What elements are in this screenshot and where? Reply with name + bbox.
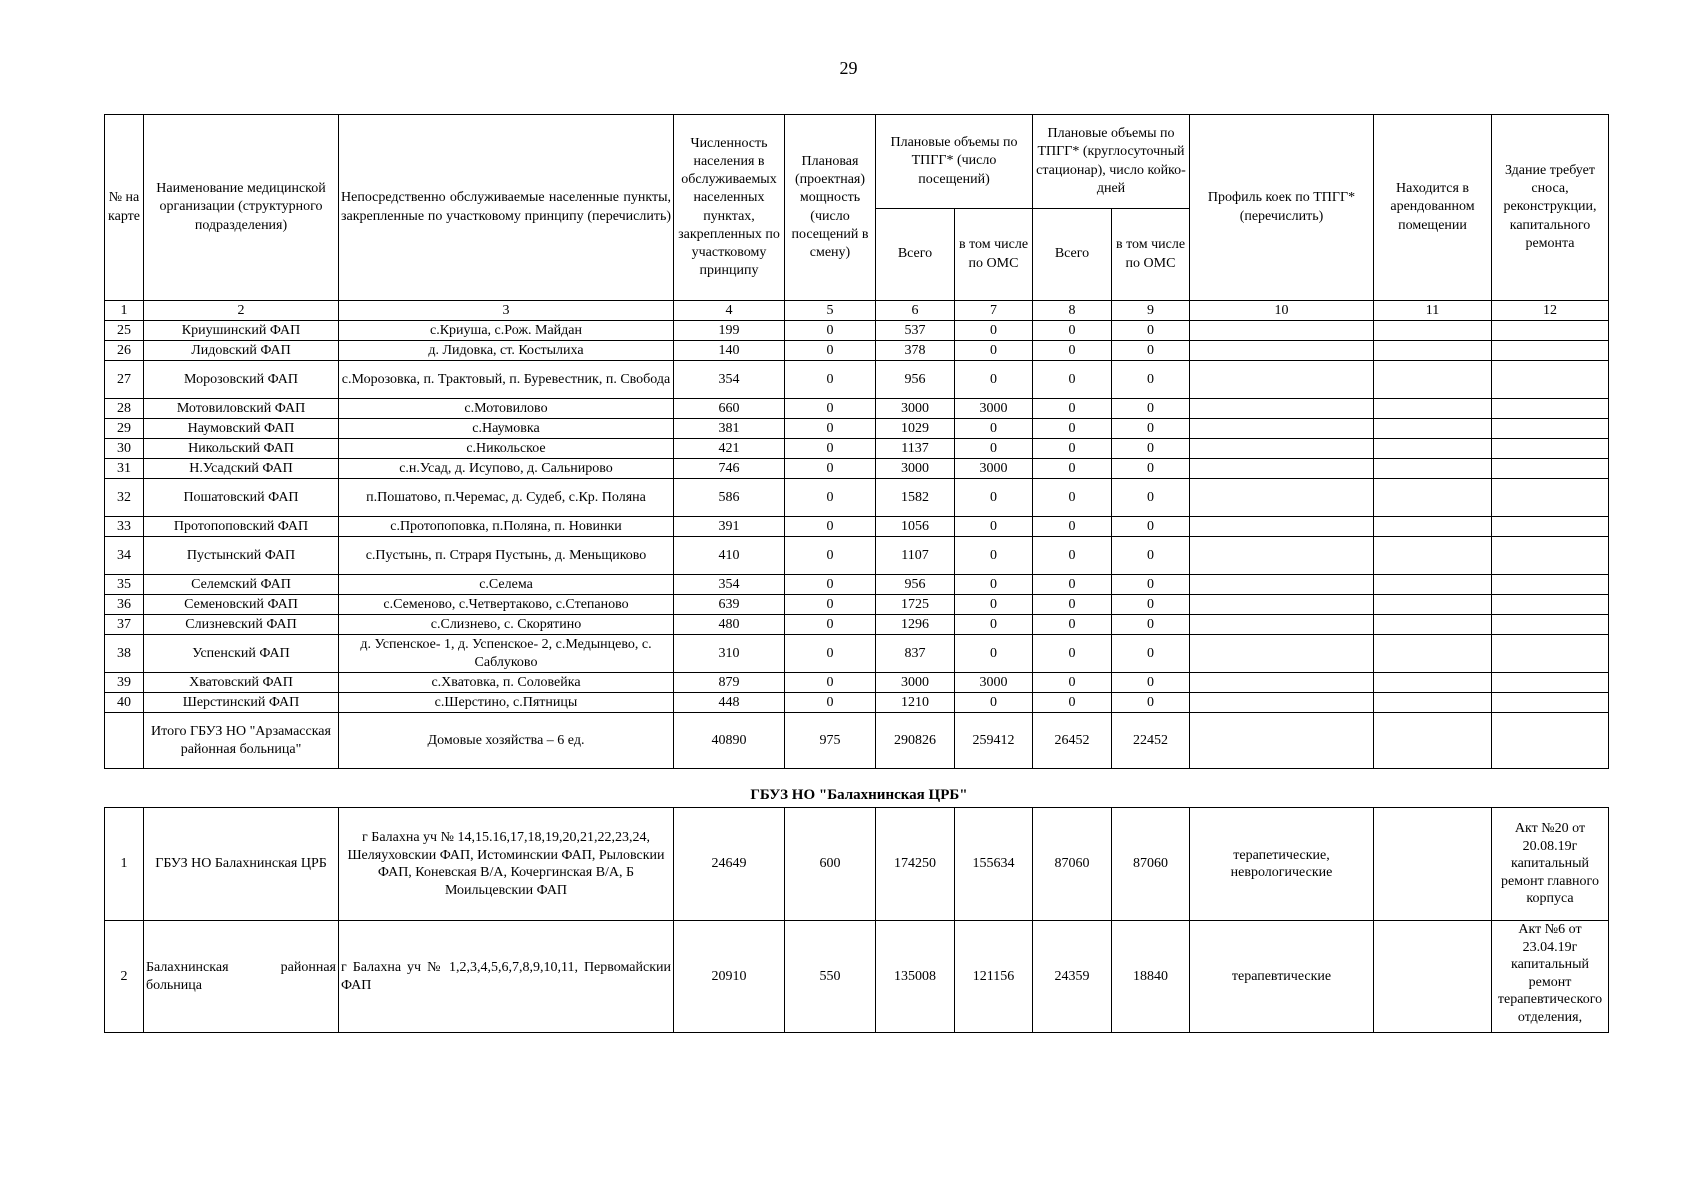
- row-inpatient: 0: [1033, 673, 1112, 693]
- row-rented: [1374, 419, 1492, 439]
- row-name: Хватовский ФАП: [144, 673, 339, 693]
- row-capacity: 0: [785, 635, 876, 673]
- row-visits: 1582: [876, 479, 955, 517]
- row-inpatient: 24359: [1033, 921, 1112, 1033]
- row-places: с.Шерстино, с.Пятницы: [339, 693, 674, 713]
- row-name: Н.Усадский ФАП: [144, 459, 339, 479]
- row-inpatient-oms: 0: [1112, 321, 1190, 341]
- row-visits-oms: 0: [955, 517, 1033, 537]
- header-population: Численность населения в обслуживаемых населенных пунктах, закрепленных по участковому принципу: [674, 115, 785, 301]
- row-visits: 956: [876, 575, 955, 595]
- row-population: 586: [674, 479, 785, 517]
- column-number-row: [105, 301, 1609, 321]
- row-inpatient-oms: 0: [1112, 673, 1190, 693]
- row-inpatient: 0: [1033, 399, 1112, 419]
- row-beds: [1190, 537, 1374, 575]
- balakhna-row: [105, 921, 1609, 1033]
- row-inpatient: 87060: [1033, 808, 1112, 921]
- row-beds: [1190, 635, 1374, 673]
- row-visits: 1107: [876, 537, 955, 575]
- row-rented: [1374, 673, 1492, 693]
- row-population: 421: [674, 439, 785, 459]
- row-places: с.н.Усад, д. Исупово, д. Сальнирово: [339, 459, 674, 479]
- row-name: Селемский ФАП: [144, 575, 339, 595]
- row-visits-oms: 0: [955, 635, 1033, 673]
- row-rented: [1374, 439, 1492, 459]
- row-inpatient: 0: [1033, 693, 1112, 713]
- total-row: [105, 713, 1609, 769]
- row-population: 391: [674, 517, 785, 537]
- row-visits-oms: 3000: [955, 673, 1033, 693]
- row-name: Протопоповский ФАП: [144, 517, 339, 537]
- row-capacity: 0: [785, 517, 876, 537]
- row-beds: терапевтические: [1190, 921, 1374, 1033]
- row-population: 310: [674, 635, 785, 673]
- row-population: 879: [674, 673, 785, 693]
- row-rented: [1374, 808, 1492, 921]
- row-repair: [1492, 419, 1609, 439]
- table-row: [105, 615, 1609, 635]
- row-visits-oms: 0: [955, 439, 1033, 459]
- table-row: [105, 439, 1609, 459]
- row-beds: [1190, 615, 1374, 635]
- row-num: 33: [105, 517, 144, 537]
- row-repair: [1492, 459, 1609, 479]
- row-inpatient: 0: [1033, 615, 1112, 635]
- row-visits-oms: 0: [955, 537, 1033, 575]
- row-population: 381: [674, 419, 785, 439]
- row-rented: [1374, 537, 1492, 575]
- row-repair: [1492, 341, 1609, 361]
- row-inpatient: 0: [1033, 419, 1112, 439]
- table-row: [105, 479, 1609, 517]
- row-inpatient: 0: [1033, 635, 1112, 673]
- row-inpatient: 0: [1033, 537, 1112, 575]
- row-population: 354: [674, 575, 785, 595]
- column-number: 4: [674, 301, 785, 321]
- row-places: с.Семеново, с.Четвертаково, с.Степаново: [339, 595, 674, 615]
- row-population: 448: [674, 693, 785, 713]
- balakhna-row: [105, 808, 1609, 921]
- row-visits-oms: 0: [955, 479, 1033, 517]
- row-inpatient-oms: 0: [1112, 419, 1190, 439]
- balakhna-table: [104, 807, 1609, 1033]
- row-name: Шерстинский ФАП: [144, 693, 339, 713]
- row-beds: [1190, 321, 1374, 341]
- row-name: Никольский ФАП: [144, 439, 339, 459]
- row-repair: [1492, 673, 1609, 693]
- row-population: 24649: [674, 808, 785, 921]
- total-rented: [1374, 713, 1492, 769]
- row-num: 25: [105, 321, 144, 341]
- total-name: Итого ГБУЗ НО "Арзамасская районная больница": [144, 713, 339, 769]
- row-visits-oms: 155634: [955, 808, 1033, 921]
- row-places: с.Пустынь, п. Страря Пустынь, д. Меньщиково: [339, 537, 674, 575]
- row-beds: [1190, 439, 1374, 459]
- row-beds: терапетические, неврологические: [1190, 808, 1374, 921]
- row-inpatient-oms: 87060: [1112, 808, 1190, 921]
- row-capacity: 0: [785, 321, 876, 341]
- total-visits-oms: 259412: [955, 713, 1033, 769]
- row-population: 20910: [674, 921, 785, 1033]
- row-capacity: 0: [785, 479, 876, 517]
- row-places: с.Морозовка, п. Трактовый, п. Буревестник, п. Свобода: [339, 361, 674, 399]
- row-visits: 378: [876, 341, 955, 361]
- table-row: [105, 321, 1609, 341]
- total-inpatient: 26452: [1033, 713, 1112, 769]
- row-num: 38: [105, 635, 144, 673]
- row-name: Пустынский ФАП: [144, 537, 339, 575]
- row-num: 2: [105, 921, 144, 1033]
- row-places: г Балахна уч № 14,15.16,17,18,19,20,21,22,23,24, Шеляуховскии ФАП, Истоминскии ФАП, Рыловскии ФАП, Коневская В/А, Кочергинская В/А, Б Моильцевскии ФАП: [339, 808, 674, 921]
- row-num: 30: [105, 439, 144, 459]
- row-visits: 1210: [876, 693, 955, 713]
- table-row: [105, 537, 1609, 575]
- row-places: с.Протопоповка, п.Поляна, п. Новинки: [339, 517, 674, 537]
- row-num: 28: [105, 399, 144, 419]
- row-visits-oms: 0: [955, 595, 1033, 615]
- row-inpatient-oms: 0: [1112, 517, 1190, 537]
- row-population: 410: [674, 537, 785, 575]
- row-inpatient-oms: 0: [1112, 439, 1190, 459]
- row-capacity: 550: [785, 921, 876, 1033]
- column-number: 7: [955, 301, 1033, 321]
- row-repair: [1492, 595, 1609, 615]
- row-repair: [1492, 693, 1609, 713]
- row-capacity: 0: [785, 341, 876, 361]
- row-inpatient: 0: [1033, 575, 1112, 595]
- header-repair: Здание требует сноса, реконструкции, капитального ремонта: [1492, 115, 1609, 301]
- row-beds: [1190, 361, 1374, 399]
- row-rented: [1374, 575, 1492, 595]
- row-population: 480: [674, 615, 785, 635]
- total-visits: 290826: [876, 713, 955, 769]
- column-number: 3: [339, 301, 674, 321]
- table-row: [105, 693, 1609, 713]
- total-num: [105, 713, 144, 769]
- row-rented: [1374, 479, 1492, 517]
- row-capacity: 0: [785, 459, 876, 479]
- row-places: с.Мотовилово: [339, 399, 674, 419]
- row-capacity: 0: [785, 693, 876, 713]
- total-beds: [1190, 713, 1374, 769]
- column-number: 10: [1190, 301, 1374, 321]
- table-row: [105, 635, 1609, 673]
- row-rented: [1374, 517, 1492, 537]
- row-capacity: 0: [785, 673, 876, 693]
- row-beds: [1190, 575, 1374, 595]
- header-capacity: Плановая (проектная) мощность (число посещений в смену): [785, 115, 876, 301]
- header-inpatient-total: Всего: [1033, 209, 1112, 301]
- row-name: ГБУЗ НО Балахнинская ЦРБ: [144, 808, 339, 921]
- row-beds: [1190, 479, 1374, 517]
- row-beds: [1190, 419, 1374, 439]
- row-places: с.Слизнево, с. Скорятино: [339, 615, 674, 635]
- row-repair: [1492, 635, 1609, 673]
- row-capacity: 0: [785, 595, 876, 615]
- row-population: 660: [674, 399, 785, 419]
- row-inpatient: 0: [1033, 439, 1112, 459]
- row-visits-oms: 0: [955, 615, 1033, 635]
- row-capacity: 0: [785, 575, 876, 595]
- row-capacity: 0: [785, 399, 876, 419]
- row-inpatient: 0: [1033, 517, 1112, 537]
- row-repair: [1492, 575, 1609, 595]
- row-repair: Акт №6 от 23.04.19г капитальный ремонт терапевтического отделения,: [1492, 921, 1609, 1033]
- row-beds: [1190, 399, 1374, 419]
- row-beds: [1190, 673, 1374, 693]
- row-inpatient: 0: [1033, 321, 1112, 341]
- row-name: Слизневский ФАП: [144, 615, 339, 635]
- header-num: № на карте: [105, 115, 144, 301]
- column-number: 2: [144, 301, 339, 321]
- row-beds: [1190, 693, 1374, 713]
- row-beds: [1190, 459, 1374, 479]
- header-name: Наименование медицинской организации (структурного подразделения): [144, 115, 339, 301]
- total-places: Домовые хозяйства – 6 ед.: [339, 713, 674, 769]
- row-repair: [1492, 615, 1609, 635]
- total-population: 40890: [674, 713, 785, 769]
- row-num: 35: [105, 575, 144, 595]
- row-num: 34: [105, 537, 144, 575]
- row-name: Лидовский ФАП: [144, 341, 339, 361]
- row-repair: [1492, 361, 1609, 399]
- row-inpatient-oms: 0: [1112, 341, 1190, 361]
- row-rented: [1374, 459, 1492, 479]
- column-number: 1: [105, 301, 144, 321]
- row-visits-oms: 0: [955, 341, 1033, 361]
- row-places: п.Пошатово, п.Черемас, д. Судеб, с.Кр. Поляна: [339, 479, 674, 517]
- row-visits-oms: 0: [955, 693, 1033, 713]
- row-num: 37: [105, 615, 144, 635]
- row-num: 1: [105, 808, 144, 921]
- row-beds: [1190, 595, 1374, 615]
- row-num: 27: [105, 361, 144, 399]
- row-places: д. Лидовка, ст. Костылиха: [339, 341, 674, 361]
- row-repair: [1492, 479, 1609, 517]
- table-row: [105, 459, 1609, 479]
- row-repair: [1492, 517, 1609, 537]
- row-name: Успенский ФАП: [144, 635, 339, 673]
- row-inpatient: 0: [1033, 361, 1112, 399]
- row-repair: [1492, 439, 1609, 459]
- row-name: Мотовиловский ФАП: [144, 399, 339, 419]
- row-rented: [1374, 399, 1492, 419]
- row-visits: 956: [876, 361, 955, 399]
- table-row: [105, 341, 1609, 361]
- row-inpatient-oms: 18840: [1112, 921, 1190, 1033]
- total-capacity: 975: [785, 713, 876, 769]
- row-rented: [1374, 361, 1492, 399]
- row-visits-oms: 3000: [955, 459, 1033, 479]
- row-inpatient-oms: 0: [1112, 459, 1190, 479]
- row-num: 29: [105, 419, 144, 439]
- row-inpatient-oms: 0: [1112, 479, 1190, 517]
- header-inpatient: Плановые объемы по ТПГГ* (круглосуточный стационар), число койко-дней: [1033, 115, 1190, 209]
- row-population: 354: [674, 361, 785, 399]
- section-title: ГБУЗ НО "Балахнинская ЦРБ": [750, 787, 968, 803]
- header-visits: Плановые объемы по ТПГГ* (число посещений): [876, 115, 1033, 209]
- row-visits-oms: 0: [955, 419, 1033, 439]
- row-rented: [1374, 635, 1492, 673]
- row-inpatient: 0: [1033, 341, 1112, 361]
- row-capacity: 600: [785, 808, 876, 921]
- row-places: с.Криуша, с.Рож. Майдан: [339, 321, 674, 341]
- row-visits-oms: 121156: [955, 921, 1033, 1033]
- column-number: 11: [1374, 301, 1492, 321]
- row-repair: Акт №20 от 20.08.19г капитальный ремонт главного корпуса: [1492, 808, 1609, 921]
- row-places: г Балахна уч № 1,2,3,4,5,6,7,8,9,10,11, Первомайскии ФАП: [339, 921, 674, 1033]
- header-beds: Профиль коек по ТПГГ* (перечислить): [1190, 115, 1374, 301]
- row-rented: [1374, 921, 1492, 1033]
- row-num: 26: [105, 341, 144, 361]
- row-population: 746: [674, 459, 785, 479]
- row-visits: 1296: [876, 615, 955, 635]
- header-inpatient-oms: в том числе по ОМС: [1112, 209, 1190, 301]
- row-name: Морозовский ФАП: [144, 361, 339, 399]
- row-places: с.Наумовка: [339, 419, 674, 439]
- column-number: 9: [1112, 301, 1190, 321]
- header-visits-oms: в том числе по ОМС: [955, 209, 1033, 301]
- row-places: с.Хватовка, п. Соловейка: [339, 673, 674, 693]
- table-row: [105, 673, 1609, 693]
- row-visits: 1725: [876, 595, 955, 615]
- row-name: Семеновский ФАП: [144, 595, 339, 615]
- row-repair: [1492, 321, 1609, 341]
- row-inpatient-oms: 0: [1112, 595, 1190, 615]
- row-population: 639: [674, 595, 785, 615]
- row-rented: [1374, 341, 1492, 361]
- row-visits: 3000: [876, 399, 955, 419]
- row-capacity: 0: [785, 537, 876, 575]
- row-capacity: 0: [785, 361, 876, 399]
- row-num: 39: [105, 673, 144, 693]
- table-row: [105, 575, 1609, 595]
- row-population: 199: [674, 321, 785, 341]
- row-inpatient: 0: [1033, 595, 1112, 615]
- total-inpatient-oms: 22452: [1112, 713, 1190, 769]
- row-visits-oms: 0: [955, 321, 1033, 341]
- row-rented: [1374, 693, 1492, 713]
- row-visits: 174250: [876, 808, 955, 921]
- row-population: 140: [674, 341, 785, 361]
- row-name: Криушинский ФАП: [144, 321, 339, 341]
- row-repair: [1492, 399, 1609, 419]
- row-inpatient-oms: 0: [1112, 693, 1190, 713]
- row-capacity: 0: [785, 439, 876, 459]
- column-number: 12: [1492, 301, 1609, 321]
- row-capacity: 0: [785, 419, 876, 439]
- row-visits-oms: 3000: [955, 399, 1033, 419]
- row-inpatient-oms: 0: [1112, 537, 1190, 575]
- row-visits-oms: 0: [955, 361, 1033, 399]
- row-repair: [1492, 537, 1609, 575]
- table-row: [105, 399, 1609, 419]
- column-number: 6: [876, 301, 955, 321]
- table-row: [105, 361, 1609, 399]
- row-visits: 3000: [876, 459, 955, 479]
- table-row: [105, 595, 1609, 615]
- column-number: 8: [1033, 301, 1112, 321]
- row-visits: 3000: [876, 673, 955, 693]
- row-rented: [1374, 321, 1492, 341]
- row-visits: 837: [876, 635, 955, 673]
- header-rented: Находится в арендованном помещении: [1374, 115, 1492, 301]
- column-number: 5: [785, 301, 876, 321]
- main-table: [104, 114, 1609, 769]
- row-name: Наумовский ФАП: [144, 419, 339, 439]
- row-beds: [1190, 341, 1374, 361]
- row-visits: 135008: [876, 921, 955, 1033]
- row-visits-oms: 0: [955, 575, 1033, 595]
- row-places: с.Никольское: [339, 439, 674, 459]
- row-visits: 1029: [876, 419, 955, 439]
- header-visits-total: Всего: [876, 209, 955, 301]
- row-inpatient: 0: [1033, 479, 1112, 517]
- total-repair: [1492, 713, 1609, 769]
- table-row: [105, 517, 1609, 537]
- row-capacity: 0: [785, 615, 876, 635]
- row-inpatient-oms: 0: [1112, 615, 1190, 635]
- row-rented: [1374, 615, 1492, 635]
- row-places: д. Успенское- 1, д. Успенское- 2, с.Медынцево, с. Саблуково: [339, 635, 674, 673]
- table-row: [105, 419, 1609, 439]
- row-visits: 1137: [876, 439, 955, 459]
- row-inpatient-oms: 0: [1112, 575, 1190, 595]
- row-name: Балахнинская районная больница: [144, 921, 339, 1033]
- row-visits: 537: [876, 321, 955, 341]
- row-num: 40: [105, 693, 144, 713]
- row-inpatient-oms: 0: [1112, 361, 1190, 399]
- row-name: Пошатовский ФАП: [144, 479, 339, 517]
- row-places: с.Селема: [339, 575, 674, 595]
- row-beds: [1190, 517, 1374, 537]
- row-num: 32: [105, 479, 144, 517]
- row-visits: 1056: [876, 517, 955, 537]
- row-inpatient: 0: [1033, 459, 1112, 479]
- row-num: 36: [105, 595, 144, 615]
- row-inpatient-oms: 0: [1112, 635, 1190, 673]
- row-num: 31: [105, 459, 144, 479]
- row-rented: [1374, 595, 1492, 615]
- row-inpatient-oms: 0: [1112, 399, 1190, 419]
- header-settlements: Непосредственно обслуживаемые населенные пункты, закрепленные по участковому принципу (перечислить): [339, 115, 674, 301]
- page-number: 29: [839, 58, 858, 78]
